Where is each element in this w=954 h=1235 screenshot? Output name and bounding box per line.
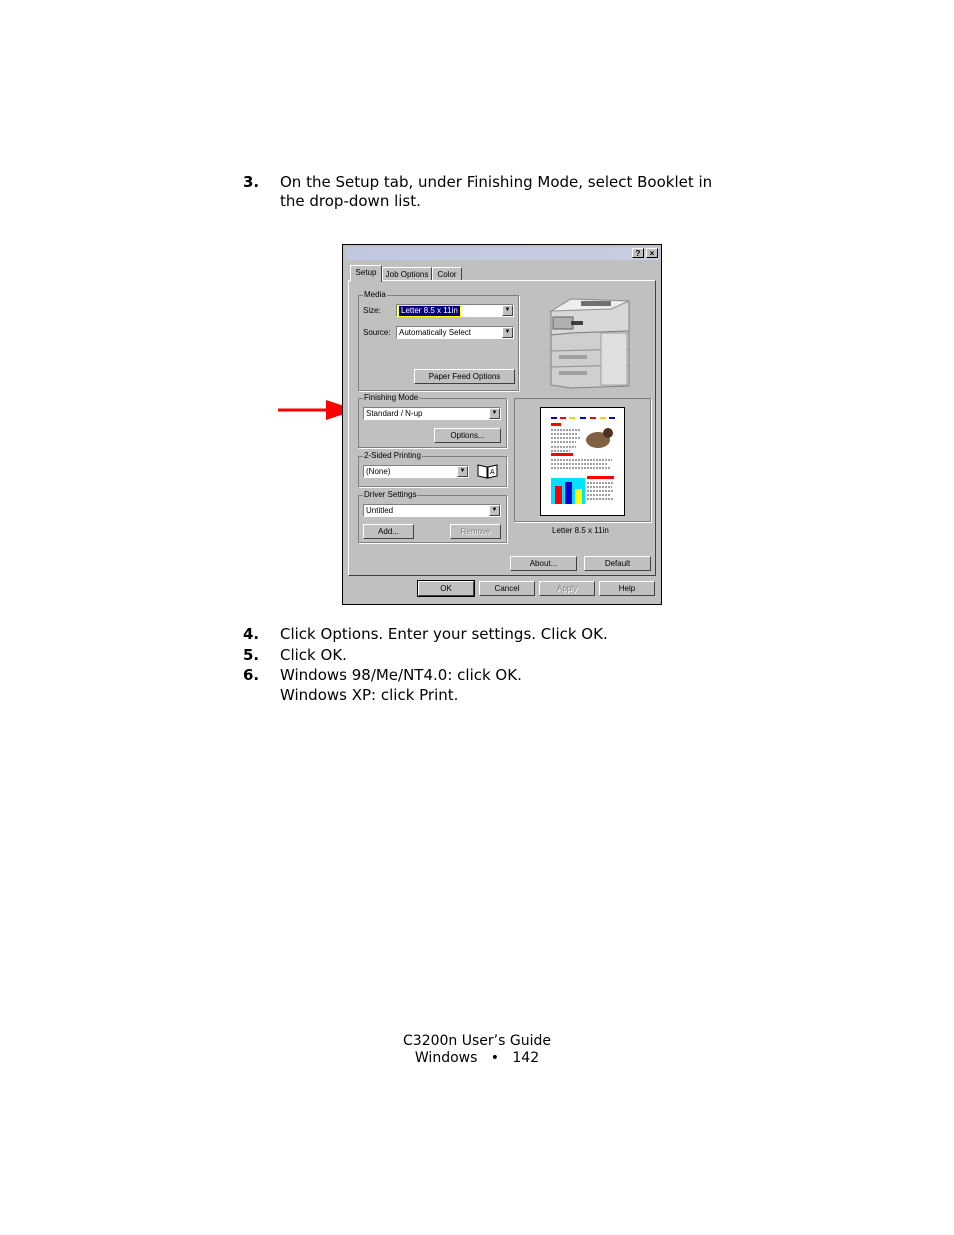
add-button[interactable]: Add... <box>363 524 414 539</box>
tab-color[interactable]: Color <box>432 267 462 281</box>
step-text-continued: the drop-down list. <box>280 192 421 210</box>
help-button[interactable]: Help <box>599 581 655 596</box>
step-number: 6. <box>243 666 260 684</box>
about-button[interactable]: About... <box>510 556 577 571</box>
dropdown-arrow-icon[interactable]: ▼ <box>489 505 500 516</box>
finishing-mode-dropdown[interactable] <box>363 407 501 420</box>
step-number: 5. <box>243 646 260 664</box>
apply-button[interactable]: Apply <box>539 581 595 596</box>
dropdown-arrow-icon[interactable]: ▼ <box>457 466 468 477</box>
media-label: Media <box>364 290 386 299</box>
svg-text:A: A <box>490 469 495 476</box>
ok-button[interactable]: OK <box>418 581 474 596</box>
options-button[interactable]: Options... <box>434 428 501 443</box>
two-sided-dropdown[interactable] <box>363 465 469 478</box>
printer-properties-dialog <box>342 244 662 605</box>
size-label: Size: <box>363 306 381 315</box>
remove-button[interactable]: Remove <box>450 524 501 539</box>
default-button[interactable]: Default <box>584 556 651 571</box>
booklet-icon <box>477 463 499 479</box>
help-title-button[interactable]: ? <box>632 248 644 258</box>
driver-settings-value: Untitled <box>366 506 394 515</box>
page-number: 142 <box>512 1050 540 1066</box>
source-value: Automatically Select <box>399 328 472 337</box>
footer-guide-title: C3200n User’s Guide <box>403 1033 551 1049</box>
close-title-button[interactable]: × <box>646 248 658 258</box>
driver-settings-dropdown[interactable] <box>363 504 501 517</box>
footer-section-name: Windows <box>414 1050 478 1066</box>
finishing-mode-group <box>358 393 507 448</box>
step-text-continued: Windows XP: click Print. <box>280 686 459 704</box>
tab-setup[interactable]: Setup <box>350 265 382 282</box>
step-text: Windows 98/Me/NT4.0: click OK. <box>280 666 522 684</box>
two-sided-printing-group <box>358 451 507 487</box>
title-bar <box>345 247 659 260</box>
source-dropdown[interactable] <box>396 326 514 339</box>
driver-settings-label: Driver Settings <box>364 490 417 499</box>
page-preview-image <box>540 407 625 517</box>
dropdown-arrow-icon[interactable]: ▼ <box>502 305 513 316</box>
footer-section <box>0 1050 954 1066</box>
dropdown-arrow-icon[interactable]: ▼ <box>489 408 500 419</box>
finishing-mode-label: Finishing Mode <box>364 393 419 402</box>
step-text: Click Options. Enter your settings. Click OK. <box>280 625 608 643</box>
size-dropdown[interactable] <box>396 304 514 317</box>
source-label: Source: <box>363 328 391 337</box>
step-text: On the Setup tab, under Finishing Mode, select Booklet in <box>280 173 713 191</box>
finishing-mode-value: Standard / N-up <box>366 409 423 418</box>
media-group <box>358 290 519 391</box>
paper-feed-options-button[interactable]: Paper Feed Options <box>414 369 515 384</box>
step-text: Click OK. <box>280 646 347 664</box>
setup-panel <box>348 280 656 576</box>
tab-job-options[interactable]: Job Options <box>382 267 432 281</box>
step-number: 4. <box>243 625 260 643</box>
step-number: 3. <box>243 173 260 191</box>
size-value: Letter 8.5 x 11in <box>401 306 458 315</box>
two-sided-value: (None) <box>366 467 391 476</box>
footer-bullet: • <box>490 1050 500 1066</box>
printer-image <box>541 291 636 391</box>
driver-settings-group <box>358 490 507 543</box>
cancel-button[interactable]: Cancel <box>479 581 535 596</box>
preview-caption: Letter 8.5 x 11in <box>552 526 609 535</box>
page-preview-frame <box>514 398 651 522</box>
dropdown-arrow-icon[interactable]: ▼ <box>502 327 513 338</box>
two-sided-printing-label: 2-Sided Printing <box>364 451 421 460</box>
